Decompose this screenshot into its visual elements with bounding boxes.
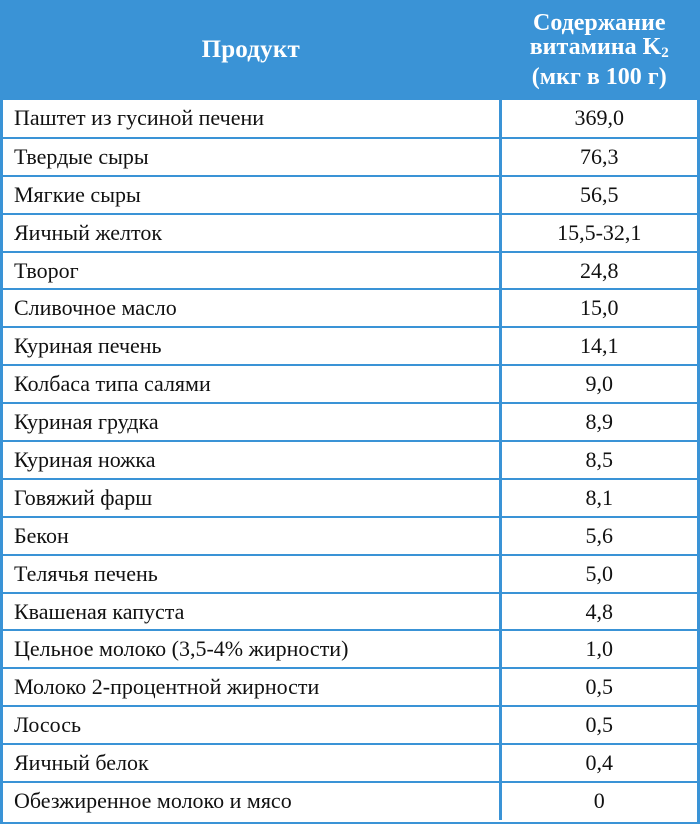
table-row — [3, 327, 697, 365]
table-body — [3, 100, 697, 820]
cell-product: Бекон — [3, 517, 500, 555]
cell-value: 0,5 — [500, 706, 697, 744]
table-row — [3, 365, 697, 403]
cell-value: 369,0 — [500, 100, 697, 138]
cell-product: Телячья печень — [3, 555, 500, 593]
cell-product: Куриная грудка — [3, 403, 500, 441]
data-table — [3, 0, 697, 820]
table-row — [3, 744, 697, 782]
cell-value: 15,5-32,1 — [500, 214, 697, 252]
cell-product: Паштет из гусиной печени — [3, 100, 500, 138]
cell-value: 8,5 — [500, 441, 697, 479]
cell-product: Мягкие сыры — [3, 176, 500, 214]
header-row — [3, 0, 697, 100]
table-row — [3, 479, 697, 517]
table-row — [3, 403, 697, 441]
header-product: Продукт — [3, 0, 500, 100]
cell-product: Куриная ножка — [3, 441, 500, 479]
cell-product: Цельное молоко (3,5-4% жирности) — [3, 630, 500, 668]
cell-value: 4,8 — [500, 593, 697, 631]
table-row — [3, 555, 697, 593]
cell-product: Яичный желток — [3, 214, 500, 252]
table-header — [3, 0, 697, 100]
cell-value: 76,3 — [500, 138, 697, 176]
table-row — [3, 100, 697, 138]
cell-product: Говяжий фарш — [3, 479, 500, 517]
cell-product: Обезжиренное молоко и мясо — [3, 782, 500, 820]
table-row — [3, 517, 697, 555]
cell-product: Куриная печень — [3, 327, 500, 365]
cell-value: 8,9 — [500, 403, 697, 441]
table-row — [3, 252, 697, 290]
cell-value: 24,8 — [500, 252, 697, 290]
header-content-line1: Содержание — [533, 10, 666, 36]
cell-value: 0,4 — [500, 744, 697, 782]
cell-value: 1,0 — [500, 630, 697, 668]
cell-value: 14,1 — [500, 327, 697, 365]
table-row — [3, 289, 697, 327]
cell-value: 56,5 — [500, 176, 697, 214]
cell-product: Лосось — [3, 706, 500, 744]
header-content-line2 — [502, 35, 698, 65]
header-content-subscript: 2 — [661, 45, 669, 61]
table-row — [3, 138, 697, 176]
header-content-line2-text: витамина K — [529, 34, 662, 60]
cell-value: 0 — [593, 788, 605, 814]
table-row — [3, 668, 697, 706]
cell-product: Творог — [3, 252, 500, 290]
table-row — [3, 593, 697, 631]
cell-value: 0,5 — [500, 668, 697, 706]
table-row — [3, 706, 697, 744]
cell-value: 9,0 — [500, 365, 697, 403]
cell-value: 5,0 — [500, 555, 697, 593]
cell-product: Колбаса типа салями — [3, 365, 500, 403]
table-row — [3, 214, 697, 252]
cell-product: Яичный белок — [3, 744, 500, 782]
header-content-line3: (мкг в 100 г) — [531, 64, 667, 90]
cell-product: Молоко 2-процентной жирности — [3, 668, 500, 706]
cell-product: Квашеная капуста — [3, 593, 500, 631]
cell-value: 15,0 — [500, 289, 697, 327]
header-vitamin-content — [500, 0, 697, 100]
table-row — [3, 176, 697, 214]
cell-product: Твердые сыры — [3, 138, 500, 176]
cell-value: 5,6 — [500, 517, 697, 555]
table-row — [3, 782, 697, 820]
cell-value: 8,1 — [500, 479, 697, 517]
table-row — [3, 441, 697, 479]
table-row — [3, 630, 697, 668]
cell-product: Сливочное масло — [3, 289, 500, 327]
